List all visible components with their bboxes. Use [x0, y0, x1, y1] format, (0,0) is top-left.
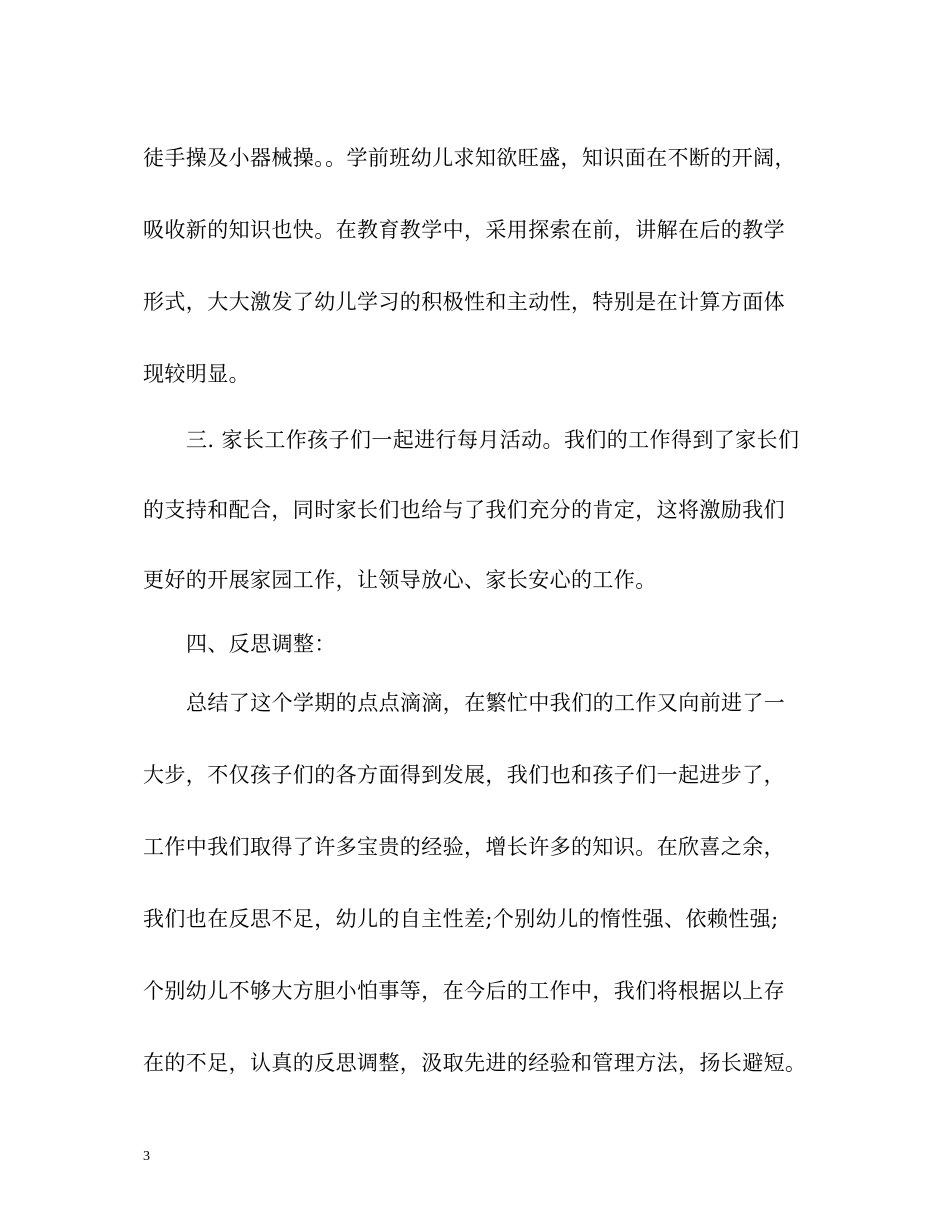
- section-heading: 四、反思调整：: [186, 632, 336, 656]
- text-line-11: 工作中我们取得了许多宝贵的经验，增长许多的知识。在欣喜之余，: [143, 835, 785, 859]
- text-line-10: 大步，不仅孩子们的各方面得到发展，我们也和孩子们一起进步了，: [143, 763, 785, 787]
- text-line-1: 徒手操及小器械操。。学前班幼儿求知欲旺盛，知识面在不断的开阔，: [143, 146, 796, 170]
- text-line-4: 现较明显。: [143, 362, 250, 386]
- text-line-2: 吸收新的知识也快。在教育教学中，采用探索在前，讲解在后的教学: [143, 218, 785, 242]
- text-line-9: 总结了这个学期的点点滴滴，在繁忙中我们的工作又向前进了一: [186, 691, 786, 715]
- text-line-6: 的支持和配合，同时家长们也给与了我们充分的肯定，这将激励我们: [143, 498, 785, 522]
- text-line-13: 个别幼儿不够大方胆小怕事等，在今后的工作中，我们将根据以上存: [143, 979, 785, 1003]
- text-line-12: 我们也在反思不足，幼儿的自主性差;个别幼儿的惰性强、依赖性强;: [143, 907, 779, 931]
- text-line-14: 在的不足，认真的反思调整，汲取先进的经验和管理方法，扬长避短。: [143, 1051, 807, 1075]
- text-line-7: 更好的开展家园工作，让领导放心、家长安心的工作。: [143, 568, 657, 592]
- page-number: 3: [143, 1149, 150, 1164]
- text-line-3: 形式，大大激发了幼儿学习的积极性和主动性，特别是在计算方面体: [143, 290, 785, 314]
- text-line-5: 三. 家长工作孩子们一起进行每月活动。我们的工作得到了家长们: [186, 428, 800, 452]
